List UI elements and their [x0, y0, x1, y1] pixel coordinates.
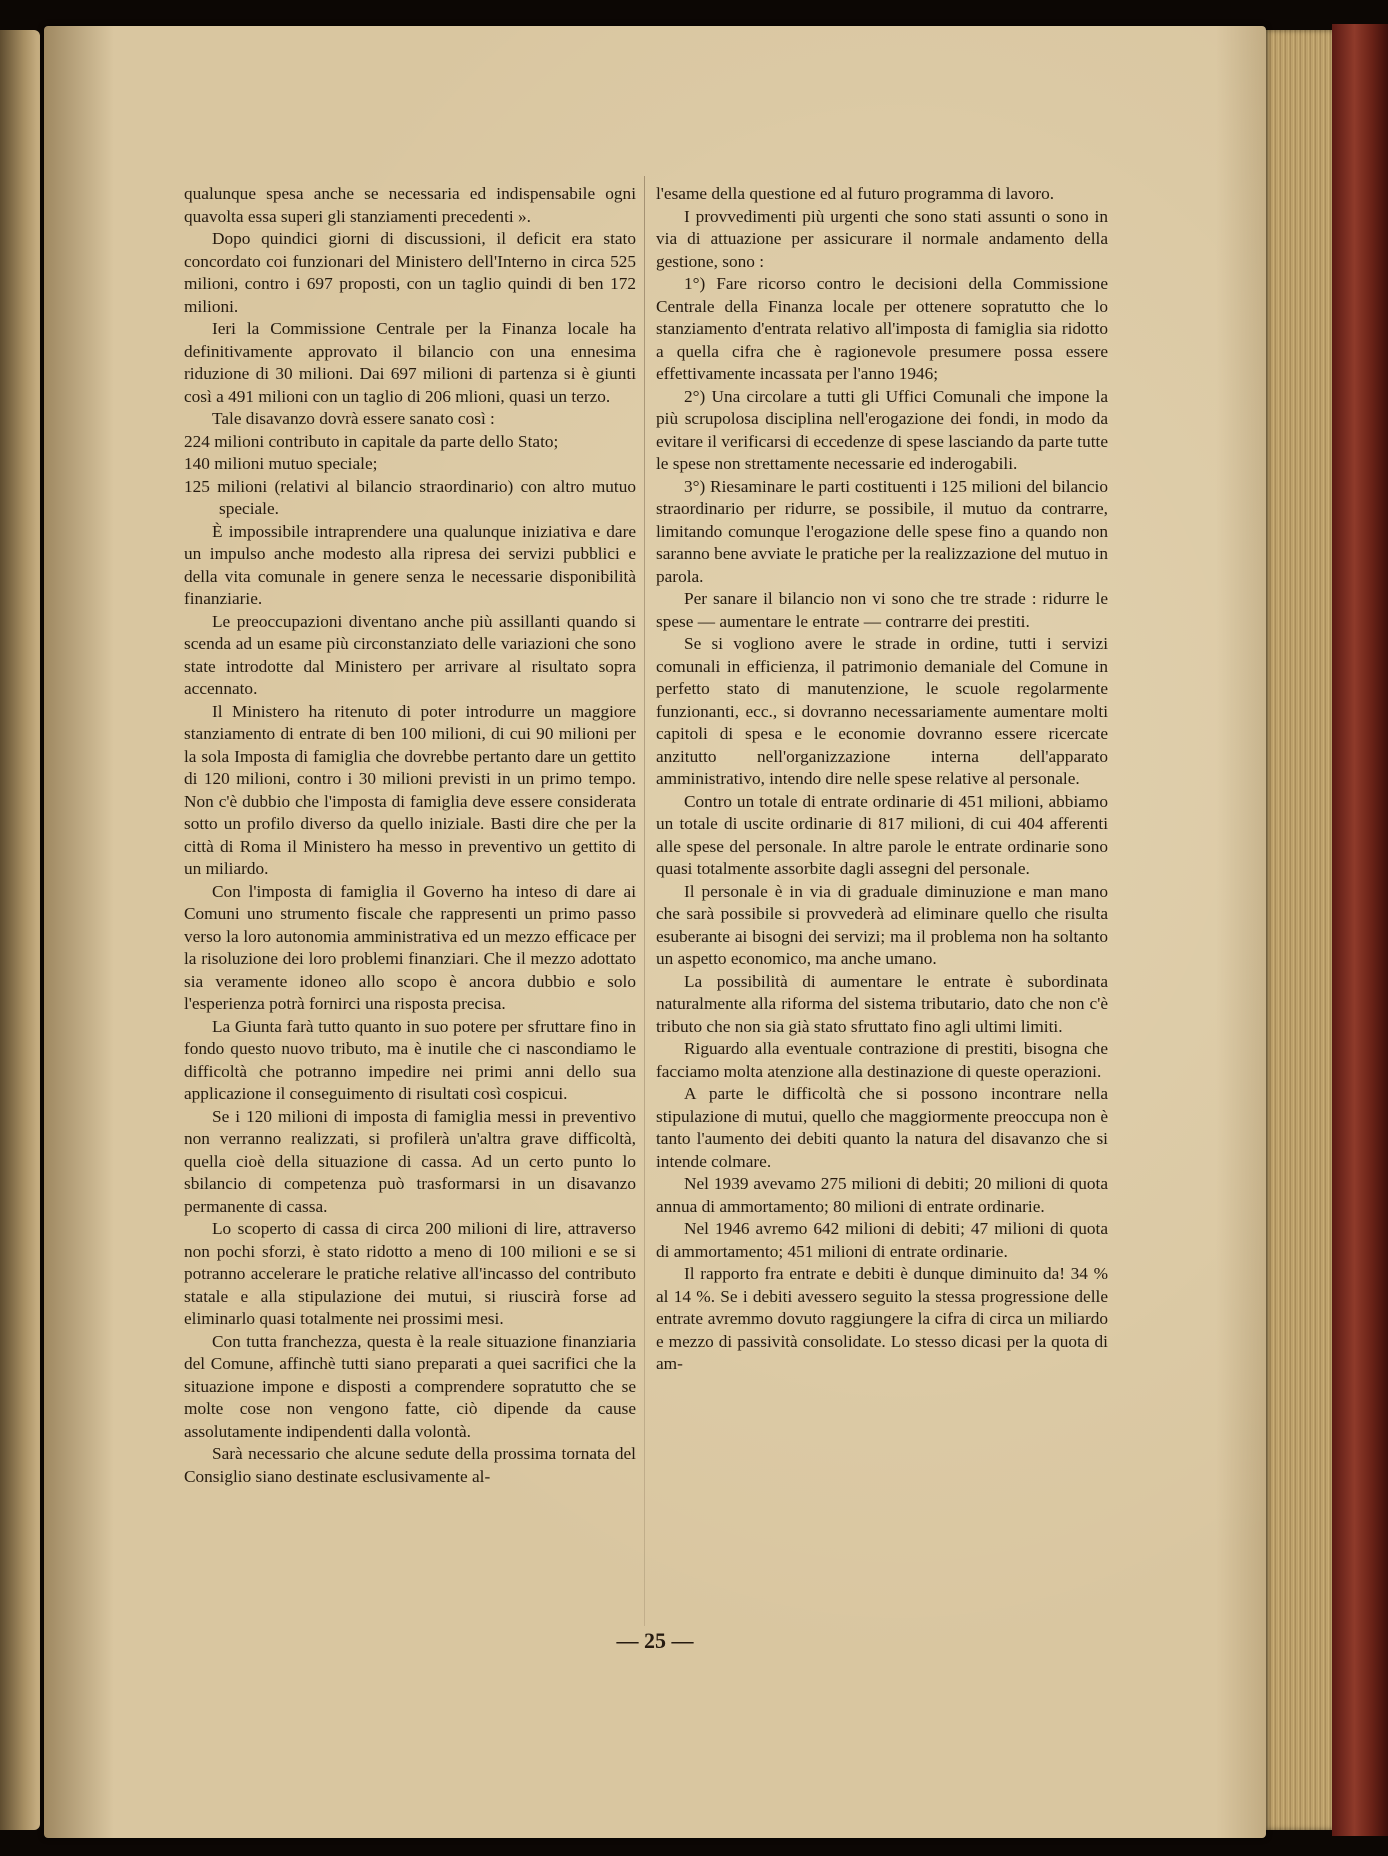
- paragraph: Il personale è in via di graduale diminuzione e man mano che sarà possibile si provvederà ad eliminare quello che risulta esuberante ai bisogni dei servizi; ma il problema non ha soltanto un aspetto economico, ma anche umano.: [656, 881, 1108, 968]
- left-text-column: [184, 183, 636, 1488]
- facing-page-edge: [0, 30, 40, 1830]
- list-item: 2°) Una circolare a tutti gli Uffici Comunali che impone la più scrupolosa disciplina nell'erogazione dei fondi, in modo da evitare il verificarsi di eccedenze di spese lasciando da parte tutte le spese non strettamente necessarie ed inderogabili.: [656, 386, 1108, 473]
- page-stack-edge: [1262, 30, 1332, 1830]
- paragraph: Il Ministero ha ritenuto di poter introdurre un maggiore stanziamento di entrate di ben 100 milioni, di cui 90 milioni per la sola Imposta di famiglia che dovrebbe pertanto dare un gettito di 120 milioni, contro i 30 milioni previsti in un primo tempo. Non c'è dubbio che l'imposta di famiglia deve essere considerata sotto un profilo diverso da quello iniziale. Basti dire che per la città di Roma il Ministero ha messo in preventivo un gettito di un miliardo.: [184, 701, 636, 878]
- list-item: 125 milioni (relativi al bilancio straordinario) con altro mutuo speciale.: [184, 476, 636, 518]
- list-item: 224 milioni contributo in capitale da parte dello Stato;: [184, 431, 559, 451]
- paragraph: Con l'imposta di famiglia il Governo ha inteso di dare ai Comuni uno strumento fiscale che rappresenti un primo passo verso la loro autonomia amministrativa ed un mezzo efficace per la risoluzione dei loro problemi finanziari. Che il mezzo adottato sia veramente idoneo allo scopo è ancora dubbio e solo l'esperienza potrà fornirci una risposta precisa.: [184, 881, 636, 1013]
- paragraph: Con tutta franchezza, questa è la reale situazione finanziaria del Comune, affinchè tutti siano preparati a quei sacrifici che la situazione impone e disposti a comprendere sopratutto che se molte cose non vengono fatte, ciò dipende da cause assolutamente indipendenti dalla volontà.: [184, 1331, 636, 1441]
- paragraph: Nel 1946 avremo 642 milioni di debiti; 47 milioni di quota di ammortamento; 451 milioni di entrate ordinarie.: [656, 1219, 1108, 1261]
- paragraph: Sarà necessario che alcune sedute della prossima tornata del Consiglio siano destinate esclusivamente al-: [184, 1444, 636, 1486]
- book-page: [44, 26, 1266, 1838]
- paragraph: Il rapporto fra entrate e debiti è dunque diminuito da! 34 % al 14 %. Se i debiti avessero seguito la stessa progressione delle entrate avremmo dovuto raggiungere la cifra di circa un miliardo e mezzo di passività consolidate. Lo stesso dicasi per la quota di am-: [656, 1264, 1108, 1373]
- column-divider: [644, 176, 645, 1626]
- paragraph: I provvedimenti più urgenti che sono stati assunti o sono in via di attuazione per assicurare il normale andamento della gestione, sono :: [656, 206, 1108, 271]
- paragraph: Se si vogliono avere le strade in ordine, tutti i servizi comunali in efficienza, il patrimonio demaniale del Comune in perfetto stato di manutenzione, le scuole regolarmente funzionanti, ecc., si dovranno necessariamente aumentare molti capitoli di spesa e le economie dovranno essere ricercate anzitutto nell'organizzazione interna dell'apparato amministrativo, intendo dire nelle spese relative al personale.: [656, 634, 1108, 788]
- paragraph: Tale disavanzo dovrà essere sanato così :: [212, 409, 495, 428]
- paragraph: Contro un totale di entrate ordinarie di 451 milioni, abbiamo un totale di uscite ordinarie di 817 milioni, di cui 404 afferenti alle spese del personale. In altre parole le entrate ordinarie sono quasi totalmente assorbite dagli assegni del personale.: [656, 791, 1108, 878]
- page-number: — 25 —: [616, 1628, 694, 1653]
- book-spine: [1332, 24, 1388, 1836]
- paragraph: Dopo quindici giorni di discussioni, il deficit era stato concordato coi funzionari del Ministero dell'Interno in circa 525 milioni, contro i 697 proposti, con un taglio quindi di ben 172 milioni.: [184, 229, 636, 316]
- paragraph: Le preoccupazioni diventano anche più assillanti quando si scenda ad un esame più circonstanziato delle variazioni che sono state introdotte dal Ministero per arrivare al risultato sopra accennato.: [184, 611, 636, 698]
- paragraph: È impossibile intraprendere una qualunque iniziativa e dare un impulso anche modesto alla ripresa dei servizi pubblici e della vita comunale in genere senza le necessarie disponibilità finanziarie.: [184, 521, 636, 608]
- right-text-column: [656, 183, 1108, 1376]
- list-item: 140 milioni mutuo speciale;: [184, 454, 378, 473]
- paragraph: A parte le difficoltà che si possono incontrare nella stipulazione di mutui, quello che maggiormente preoccupa non è tanto l'aumento dei debiti quanto la natura del disavanzo che si intende colmare.: [656, 1084, 1108, 1171]
- paragraph: qualunque spesa anche se necessaria ed indispensabile ogni quavolta essa superi gli stanziamenti precedenti ».: [184, 184, 636, 226]
- list-item: 3°) Riesaminare le parti costituenti i 125 milioni del bilancio straordinario per ridurre, se possibile, il mutuo da contrarre, limitando comunque l'erogazione delle spese fino a quando non saranno bene avviate le pratiche per la realizzazione del mutuo in parola.: [656, 476, 1108, 586]
- paragraph: Per sanare il bilancio non vi sono che tre strade : ridurre le spese — aumentare le entrate — contrarre dei prestiti.: [656, 589, 1108, 631]
- list-item: 1°) Fare ricorso contro le decisioni della Commissione Centrale della Finanza locale per ottenere sopratutto che lo stanziamento d'entrata relativo all'imposta di famiglia sia ridotto a quella cifra che è ragionevole presumere possa essere effettivamente incassata per l'anno 1946;: [656, 274, 1108, 383]
- paragraph: Lo scoperto di cassa di circa 200 milioni di lire, attraverso non pochi sforzi, è stato ridotto a meno di 100 milioni e se si potranno accelerare le pratiche relative all'incasso del contributo statale e alla stipulazione dei mutui, si riuscirà forse ad eliminarlo quasi totalmente nei prossimi mesi.: [184, 1219, 636, 1328]
- paragraph: La Giunta farà tutto quanto in suo potere per sfruttare fino in fondo questo nuovo tributo, ma è inutile che ci nascondiamo le difficoltà che potranno impedire nei primi anni dello sua applicazione il conseguimento di risultati così cospicui.: [184, 1016, 636, 1103]
- paragraph: Se i 120 milioni di imposta di famiglia messi in preventivo non verranno realizzati, si profilerà un'altra grave difficoltà, quella cioè della situazione di cassa. Ad un certo punto lo sbilancio di competenza può trasformarsi in un disavanzo permanente di cassa.: [184, 1106, 636, 1216]
- paragraph: La possibilità di aumentare le entrate è subordinata naturalmente alla riforma del sistema tributario, dato che non c'è tributo che non sia già stato sfruttato fino agli ultimi limiti.: [656, 971, 1108, 1036]
- paragraph: Nel 1939 avevamo 275 milioni di debiti; 20 milioni di quota annua di ammortamento; 80 milioni di entrate ordinarie.: [656, 1174, 1108, 1216]
- paragraph: Ieri la Commissione Centrale per la Finanza locale ha definitivamente approvato il bilancio con una ennesima riduzione di 30 milioni. Dai 697 milioni di partenza si è giunti così a 491 milioni con un taglio di 206 mlioni, quasi un terzo.: [184, 319, 636, 406]
- paragraph: l'esame della questione ed al futuro programma di lavoro.: [656, 184, 1055, 203]
- paragraph: Riguardo alla eventuale contrazione di prestiti, bisogna che facciamo molta atenzione alla destinazione di queste operazioni.: [656, 1039, 1108, 1081]
